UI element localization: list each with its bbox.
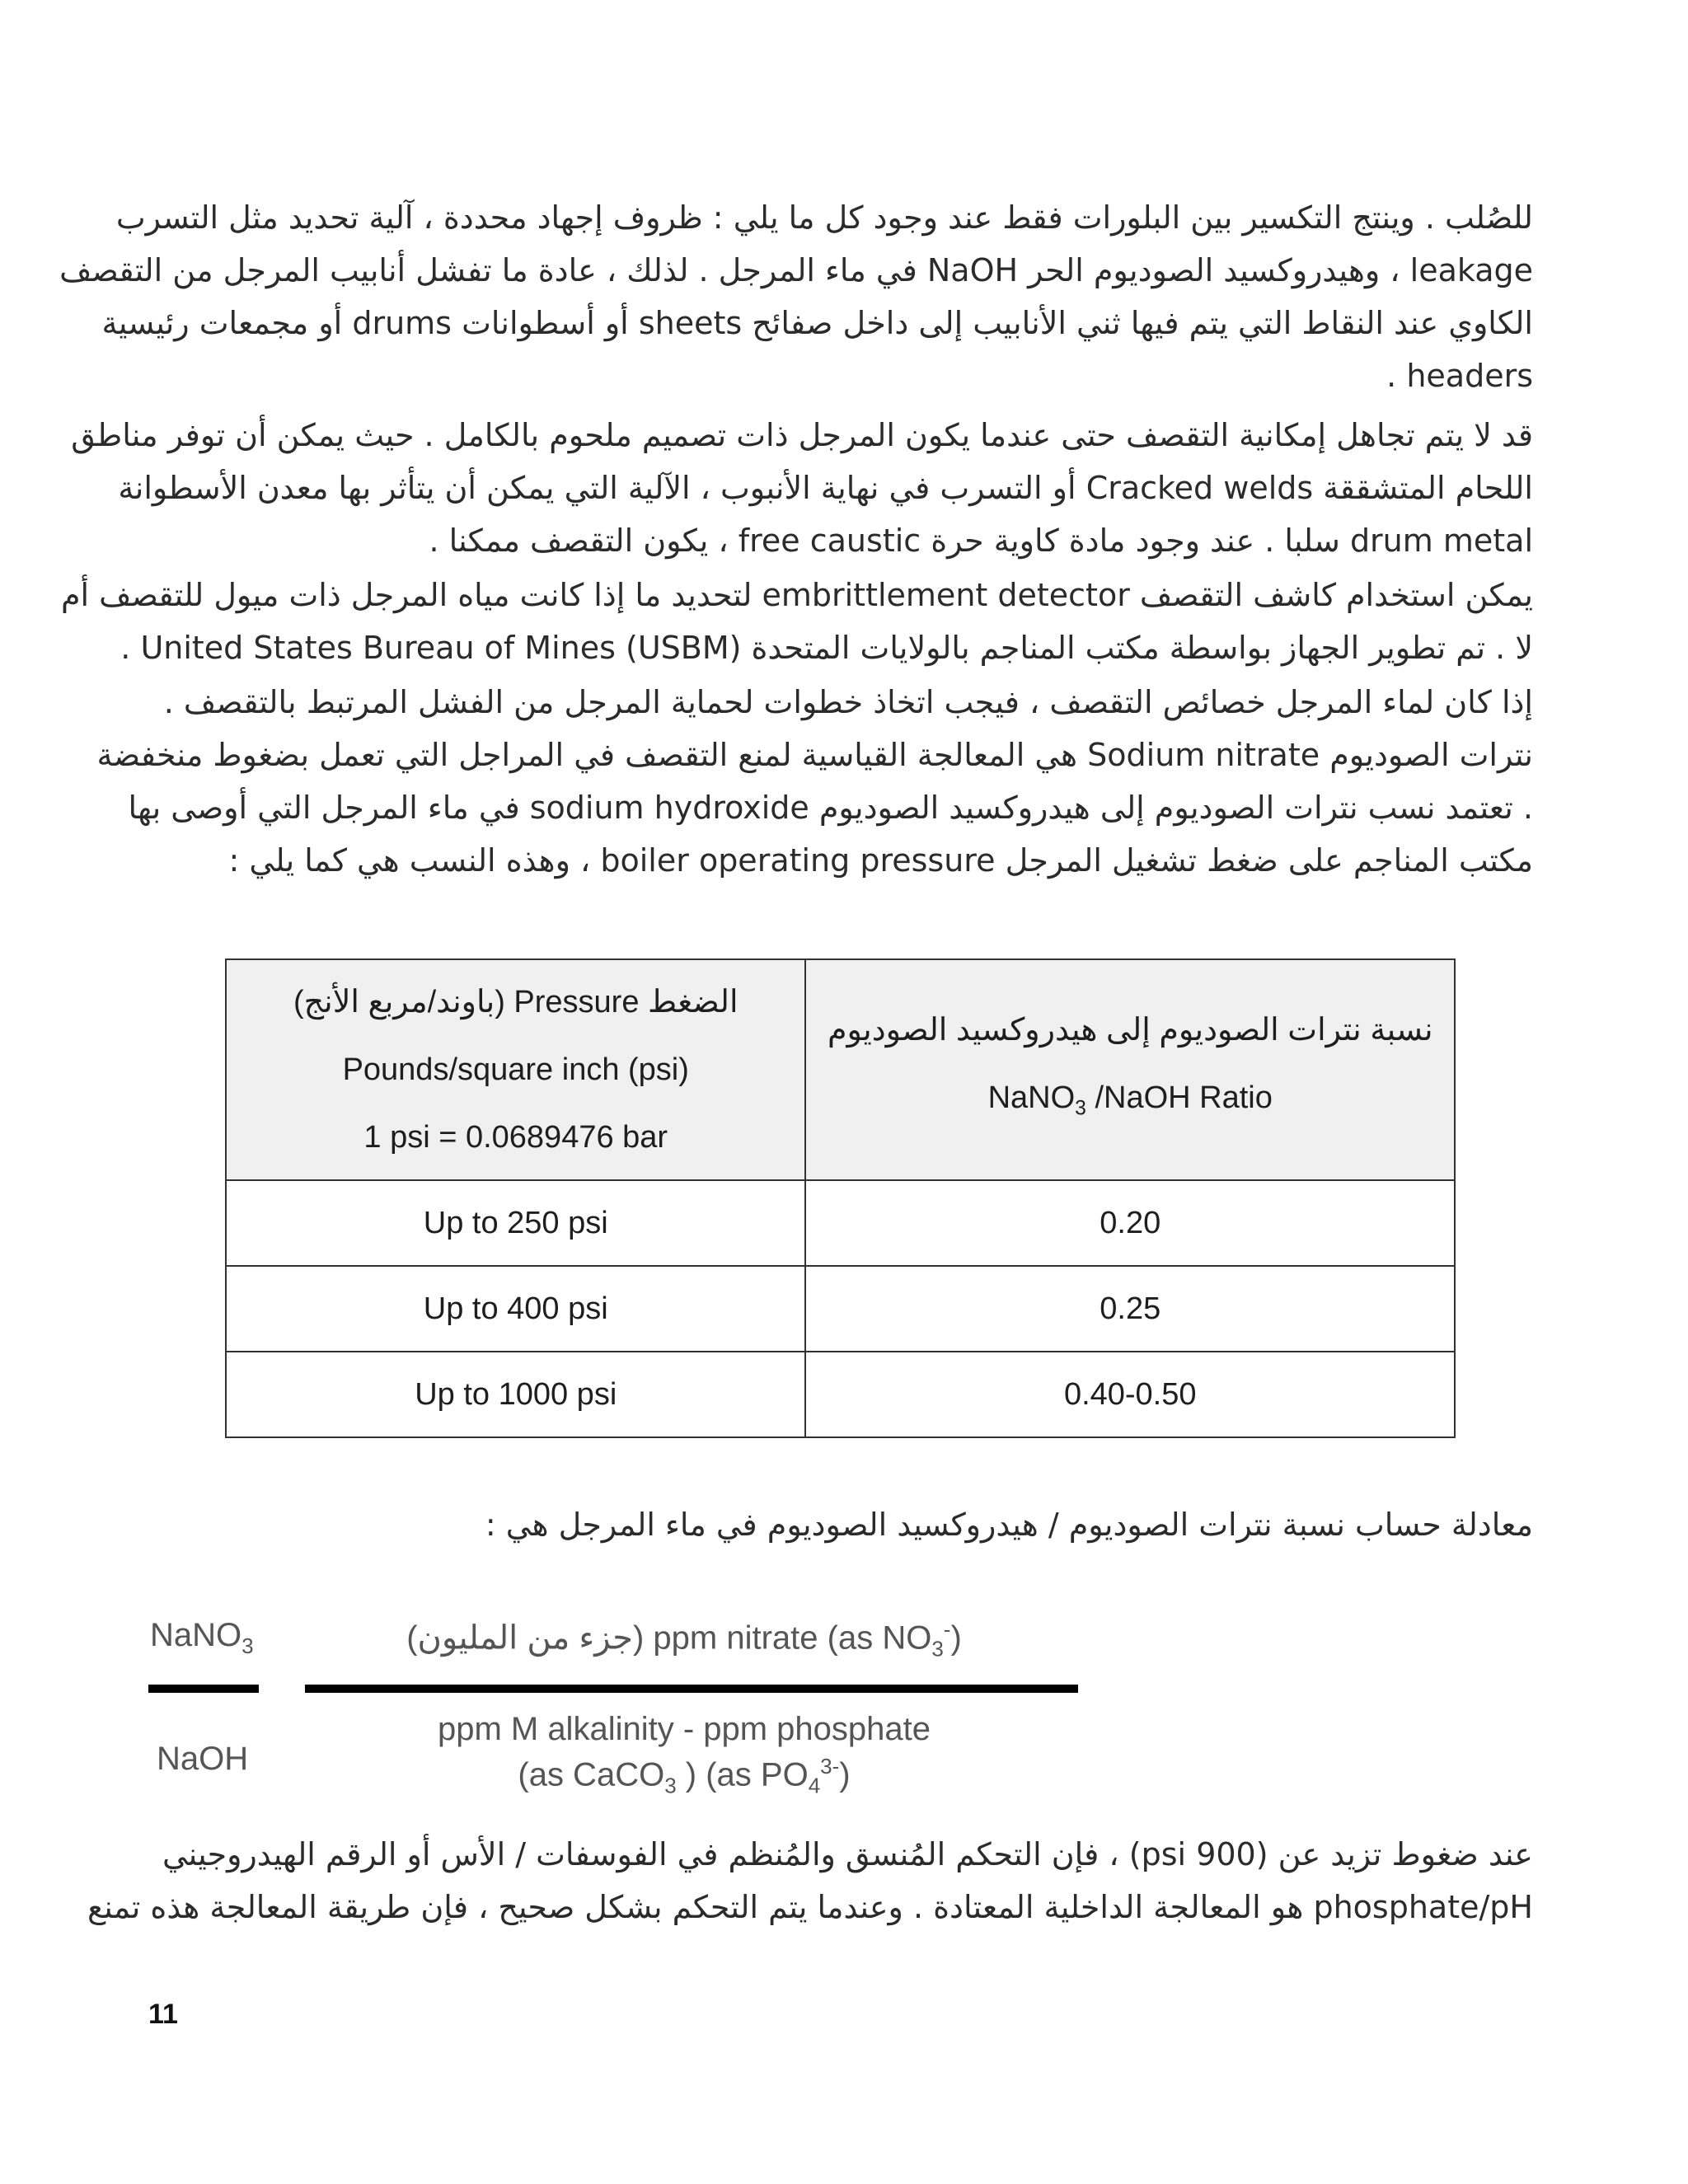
page-number: 11 (148, 1999, 178, 2030)
paragraph-protection-steps (148, 676, 1533, 729)
equation-fraction-bar (305, 1685, 1078, 1693)
header-pressure (226, 959, 805, 1180)
paragraph-phosphate-control (87, 1828, 1533, 1933)
equation-left-numerator: NaNO$_3$ (150, 1617, 254, 1658)
cell-pressure: Up to 400 psi (226, 1266, 805, 1352)
cell-ratio: 0.40-0.50 (805, 1352, 1455, 1437)
cell-pressure: Up to 250 psi (226, 1180, 805, 1266)
text-line: leakage ، وهيدروكسيد الصوديوم الحر NaOH في ماء المرجل . لذلك ، عادة ما تفشل أنابيب المرجل من التقصف (59, 252, 1533, 288)
table-row (226, 1180, 1455, 1266)
table-row (226, 1352, 1455, 1437)
header-pressure-unit: Pounds/square inch (psi) (342, 1052, 689, 1087)
equation-numerator: (جزء من المليون) ppm nitrate (as $NO_3^-$) (406, 1617, 962, 1661)
text-line: للصُلب . وينتج التكسير بين البلورات فقط عند وجود كل ما يلي : ظروف إجهاد محددة ، آلية تحديد مثل التسرب (115, 199, 1533, 236)
table-row (226, 1266, 1455, 1352)
text-line: drum metal سلبا . عند وجود مادة كاوية حرة free caustic ، يكون التقصف ممكنا . (429, 523, 1533, 559)
table-header-row (226, 959, 1455, 1180)
header-ratio (805, 959, 1455, 1180)
paragraph-embrittlement-detector (60, 569, 1533, 674)
cell-pressure: Up to 1000 psi (226, 1352, 805, 1437)
text-line: . تعتمد نسب نترات الصوديوم إلى هيدروكسيد الصوديوم sodium hydroxide في ماء المرجل التي أوصى بها (128, 790, 1533, 826)
paragraph-welded-design (71, 409, 1533, 567)
equation-left-fraction-bar (148, 1685, 259, 1693)
paragraph-sodium-nitrate (96, 729, 1533, 887)
text-line: اللحام المتشققة Cracked welds أو التسرب في نهاية الأنبوب ، الآلية التي يمكن أن يتأثر بها معدن الأسطوانة (118, 470, 1533, 506)
text-line: عند ضغوط تزيد عن (900 psi) ، فإن التحكم المُنسق والمُنظم في الفوسفات / الأس أو الرقم الهيدروجيني (162, 1836, 1533, 1872)
equation-title: معادلة حساب نسبة نترات الصوديوم / هيدروكسيد الصوديوم في ماء المرجل هي : (485, 1507, 1533, 1543)
text-line: headers . (1386, 358, 1533, 394)
text-line: إذا كان لماء المرجل خصائص التقصف ، فيجب اتخاذ خطوات لحماية المرجل من الفشل المرتبط بالتقصف . (163, 684, 1533, 720)
text-line: يمكن استخدام كاشف التقصف embrittlement detector لتحديد ما إذا كانت مياه المرجل ذات ميول للتقصف أم (60, 577, 1533, 613)
header-ratio-formula: NaNO$_3$ /NaOH Ratio (987, 1080, 1273, 1120)
header-pressure-conversion: 1 psi = 0.0689476 bar (363, 1120, 668, 1155)
nitrate-ratio-table (225, 958, 1456, 1438)
equation-denominator-line2: (as CaCO$_3$ ) (as $PO_4^{3-}$) (518, 1754, 851, 1798)
equation-denominator-line1: ppm M alkalinity - ppm phosphate (437, 1711, 931, 1747)
text-line: مكتب المناجم على ضغط تشغيل المرجل boiler operating pressure ، وهذه النسب هي كما يلي : (228, 842, 1533, 879)
paragraph-caustic-cracking (59, 191, 1533, 402)
header-ratio-arabic: نسبة نترات الصوديوم إلى هيدروكسيد الصوديوم (827, 1013, 1433, 1048)
cell-ratio: 0.25 (805, 1266, 1455, 1352)
text-line: phosphate/pH هو المعالجة الداخلية المعتادة . وعندما يتم التحكم بشكل صحيح ، فإن طريقة المعالجة هذه تمنع (87, 1889, 1533, 1925)
text-line: الكاوي عند النقاط التي يتم فيها ثني الأنابيب إلى داخل صفائح sheets أو أسطوانات drums أو مجمعات رئيسية (101, 305, 1533, 341)
equation-left-denominator: NaOH (157, 1741, 249, 1777)
text-line: قد لا يتم تجاهل إمكانية التقصف حتى عندما يكون المرجل ذات تصميم ملحوم بالكامل . حيث يمكن أن توفر مناطق (71, 417, 1533, 453)
text-line: نترات الصوديوم Sodium nitrate هي المعالجة القياسية لمنع التقصف في المراجل التي تعمل بضغوط منخفضة (96, 737, 1533, 773)
cell-ratio: 0.20 (805, 1180, 1455, 1266)
header-pressure-arabic: الضغط Pressure (باوند/مربع الأنج) (293, 985, 738, 1019)
text-line: لا . تم تطوير الجهاز بواسطة مكتب المناجم بالولايات المتحدة United States Bureau of Mines (USBM) . (120, 630, 1533, 666)
